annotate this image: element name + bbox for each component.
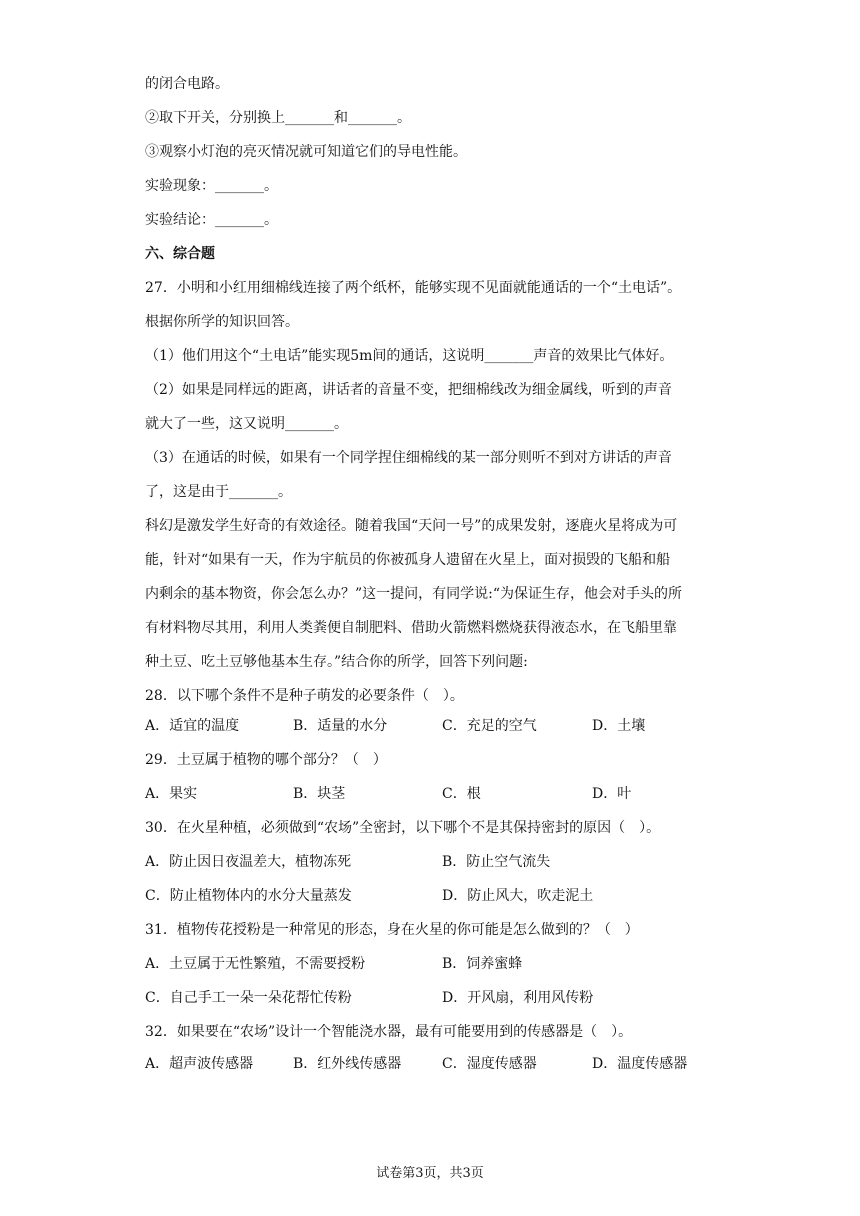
q28-option-b[interactable]: B．适量的水分 [293,718,388,734]
q32-option-b[interactable]: B．红外线传感器 [293,1056,402,1072]
passage-line-5: 种土豆、吃土豆够他基本生存。”结合你的所学，回答下列问题: [145,654,528,670]
q27-part1: （1）他们用这个“土电话”能实现5m间的通话，这说明_______声音的效果比气体好。 [145,348,674,364]
q29-stem: 29．土豆属于植物的哪个部分？（ ） [145,752,387,768]
q28-option-d[interactable]: D．土壤 [592,718,646,734]
q27-stem-cont: 根据你所学的知识回答。 [145,314,299,330]
q30-option-b[interactable]: B．防止空气流失 [442,854,551,870]
q32-option-a[interactable]: A．超声波传感器 [145,1056,254,1072]
q30-option-a[interactable]: A．防止因日夜温差大，植物冻死 [145,854,352,870]
q32-stem: 32．如果要在“农场”设计一个智能浇水器，最有可能要用到的传感器是（ ）。 [145,1024,633,1040]
q31-stem: 31．植物传花授粉是一种常见的形态，身在火星的你可能是怎么做到的？（ ） [145,922,639,938]
q31-option-d[interactable]: D．开风扇，利用风传粉 [442,990,594,1006]
q31-option-b[interactable]: B．饲养蜜蜂 [442,956,523,972]
q27-stem: 27．小明和小红用细棉线连接了两个纸杯，能够实现不见面就能通话的一个“土电话”。 [145,280,682,296]
line-5: 实验结论：_______。 [145,212,278,228]
q27-part3-cont: 了，这是由于_______。 [145,484,292,500]
q29-option-b[interactable]: B．块茎 [293,786,346,802]
line-1: 的闭合电路。 [145,76,229,92]
q31-option-a[interactable]: A．土豆属于无性繁殖，不需要授粉 [145,956,366,972]
passage-line-4: 有材料物尽其用，利用人类粪便自制肥料、借助火箭燃料燃烧获得液态水，在飞船里靠 [145,620,677,636]
q30-option-d[interactable]: D．防止风大，吹走泥土 [442,888,594,904]
q28-option-a[interactable]: A．适宜的温度 [145,718,240,734]
q29-option-c[interactable]: C．根 [442,786,481,802]
q30-stem: 30．在火星种植，必须做到“农场”全密封，以下哪个不是其保持密封的原因（ ）。 [145,820,661,836]
q28-option-c[interactable]: C．充足的空气 [442,718,537,734]
line-2: ②取下开关，分别换上_______和_______。 [145,110,411,126]
q27-part2-cont: 就大了一些，这又说明_______。 [145,416,348,432]
q29-option-a[interactable]: A．果实 [145,786,198,802]
q32-option-c[interactable]: C．湿度传感器 [442,1056,537,1072]
q32-option-d[interactable]: D．温度传感器 [592,1056,688,1072]
q30-option-c[interactable]: C．防止植物体内的水分大量蒸发 [145,888,352,904]
q29-option-d[interactable]: D．叶 [592,786,632,802]
passage-line-2: 能，针对“如果有一天，作为宇航员的你被孤身人遗留在火星上，面对损毁的飞船和船 [145,552,671,568]
section-title: 六、综合题 [145,246,215,262]
q27-part3: （3）在通话的时候，如果有一个同学捏住细棉线的某一部分则听不到对方讲话的声音 [145,450,672,466]
line-4: 实验现象：_______。 [145,178,278,194]
q28-stem: 28．以下哪个条件不是种子萌发的必要条件（ ）。 [145,688,464,704]
passage-line-1: 科幻是激发学生好奇的有效途径。随着我国“天问一号”的成果发射，逐鹿火星将成为可 [145,518,678,534]
line-3: ③观察小灯泡的亮灭情况就可知道它们的导电性能。 [145,144,467,160]
page-footer: 试卷第3页，共3页 [376,1166,484,1181]
q31-option-c[interactable]: C．自己手工一朵一朵花帮忙传粉 [145,990,352,1006]
passage-line-3: 内剩余的基本物资，你会怎么办？”这一提问，有同学说:“为保证生存，他会对手头的所 [145,586,683,602]
q27-part2: （2）如果是同样远的距离，讲话者的音量不变，把细棉线改为细金属线，听到的声音 [145,382,672,398]
